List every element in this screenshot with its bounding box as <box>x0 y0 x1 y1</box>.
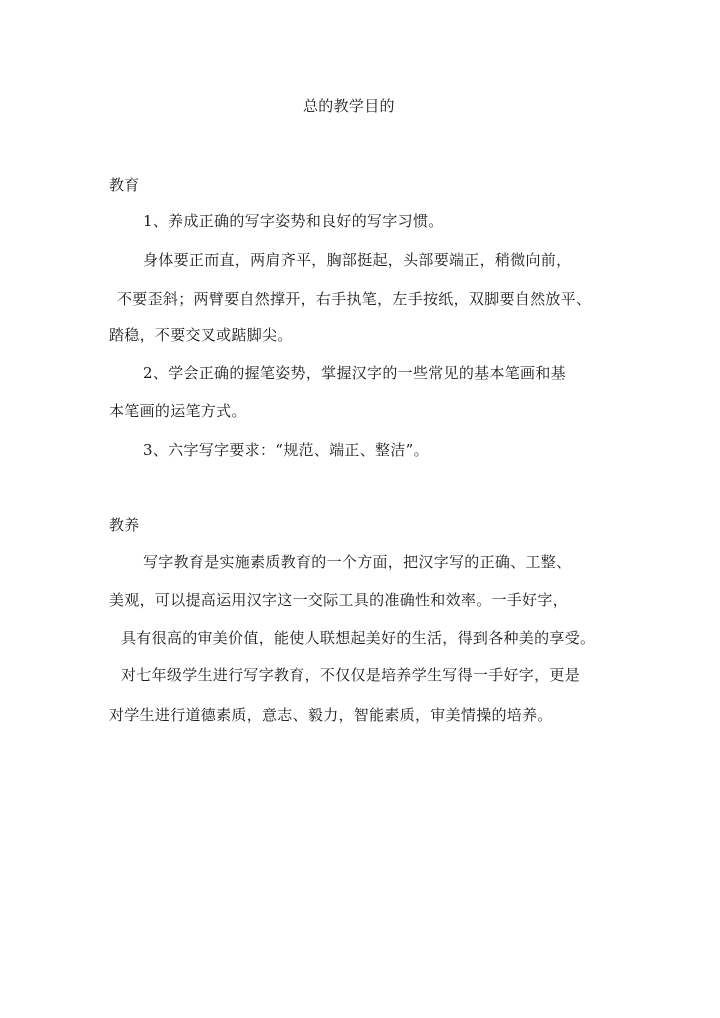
section-heading-cultivation: 教养 <box>109 516 140 534</box>
paragraph-line: 本笔画的运笔方式。 <box>109 402 247 420</box>
paragraph-line: 写字教育是实施素质教育的一个方面，把汉字写的正确、工整、 <box>143 553 572 571</box>
paragraph-line: 1、养成正确的写字姿势和良好的写字习惯。 <box>143 212 444 230</box>
paragraph-line: 踏稳，不要交叉或踮脚尖。 <box>109 326 293 344</box>
page-title: 总的教学目的 <box>303 97 395 115</box>
paragraph-line: 2、学会正确的握笔姿势，掌握汉字的一些常见的基本笔画和基 <box>143 364 566 382</box>
paragraph-line: 美观，可以提高运用汉字这一交际工具的准确性和效率。一手好字， <box>109 591 569 609</box>
paragraph-line: 对学生进行道德素质，意志、毅力，智能素质，审美情操的培养。 <box>109 706 553 724</box>
paragraph-line: 不要歪斜；两臂要自然撑开，右手执笔，左手按纸，双脚要自然放平、 <box>117 290 592 308</box>
paragraph-line: 具有很高的审美价值，能使人联想起美好的生活，得到各种美的享受。 <box>121 629 596 647</box>
section-heading-education: 教育 <box>109 176 140 194</box>
paragraph-line: 身体要正而直，两肩齐平，胸部挺起，头部要端正，稍微向前， <box>143 251 572 269</box>
paragraph-line: 3、六字写字要求：“规范、端正、整洁”。 <box>143 441 429 459</box>
paragraph-line: 对七年级学生进行写字教育，不仅仅是培养学生写得一手好字，更是 <box>121 666 581 684</box>
